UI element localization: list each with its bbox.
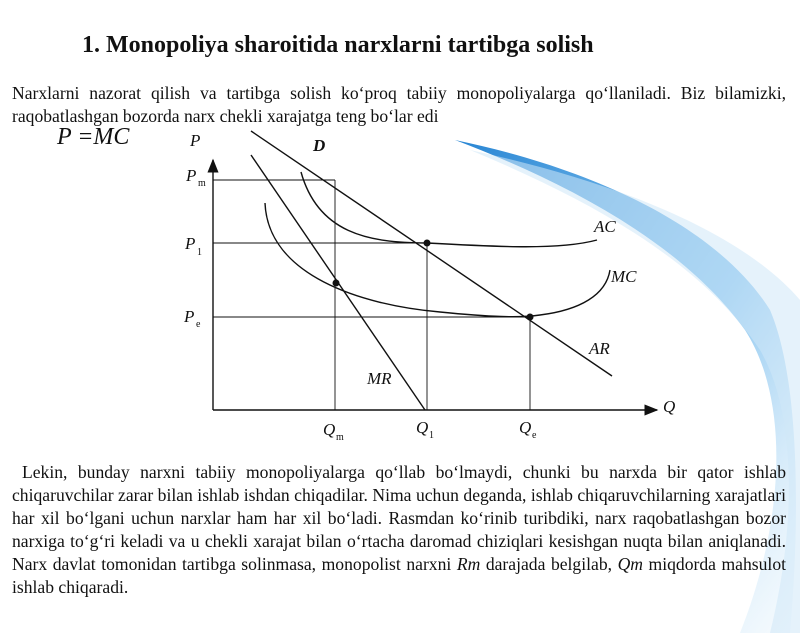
rm-symbol: Rm <box>456 554 481 574</box>
ac-curve <box>301 172 597 247</box>
demand-label: D <box>313 136 326 155</box>
body-text-part2: darajada belgilab, <box>480 554 618 574</box>
q1-sub: 1 <box>429 430 434 441</box>
qm-symbol: Qm <box>617 554 643 574</box>
mc-curve <box>265 203 610 317</box>
demand-ar-line <box>251 131 612 376</box>
x-axis-label: Q <box>663 397 676 416</box>
p1-sub: 1 <box>197 247 202 258</box>
body-text-part3: miqdorda mahsulot ishlab chiqaradi. <box>12 554 787 597</box>
body-text-part1: Lekin, bunday narxni tabiiy monopoliyalarga qo‘llab bo‘lmaydi, chunki bu narxda bir qator ishlab chiqaruvchilar zarar bilan ishlab ishdan chiqadilar. Nima uchun deganda, ishlab chiqaruvchilarning xarajatlari har xil bo‘lgani uchun narxlar ham har xil bo‘ladi. Rasmdan ko‘rinib turibdiki, narx raqobatlashgan bozor narxiga to‘g‘ri keladi va u chekli xarajat bilan o‘rtacha daromad chiziqlari kesishgan nuqta bilan aniqlanadi. Narx davlat tomonidan tartibga solinmasa, monopolist narxni <box>12 462 786 574</box>
pm-label: P <box>186 166 197 185</box>
ac-label: AC <box>594 217 616 236</box>
y-axis-label: P <box>190 131 201 150</box>
qm-sub: m <box>336 432 344 443</box>
mc-ar-point <box>527 314 534 321</box>
intro-paragraph: Narxlarni nazorat qilish va tartibga solish ko‘proq tabiiy monopoliyalarga qo‘llaniladi. Biz bilamizki, raqobatlashgan bozorda narx chekli xarajatga teng bo‘lar edi <box>12 83 786 126</box>
ac-ar-point <box>424 240 431 247</box>
qm-label: Q <box>323 420 336 439</box>
body-paragraph <box>12 461 786 599</box>
ar-label: AR <box>589 339 610 358</box>
q1-label: Q <box>416 418 429 437</box>
mr-label: MR <box>367 369 392 388</box>
p1-label: P <box>185 234 196 253</box>
mc-label: MC <box>611 267 637 286</box>
formula: P =MC <box>57 124 130 150</box>
mr-mc-point <box>333 280 340 287</box>
pe-label: P <box>184 307 195 326</box>
pe-sub: e <box>196 319 201 330</box>
pm-sub: m <box>198 178 206 189</box>
qe-sub: e <box>532 430 537 441</box>
page-title: 1. Monopoliya sharoitida narxlarni tartibga solish <box>82 32 594 58</box>
qe-label: Q <box>519 418 532 437</box>
